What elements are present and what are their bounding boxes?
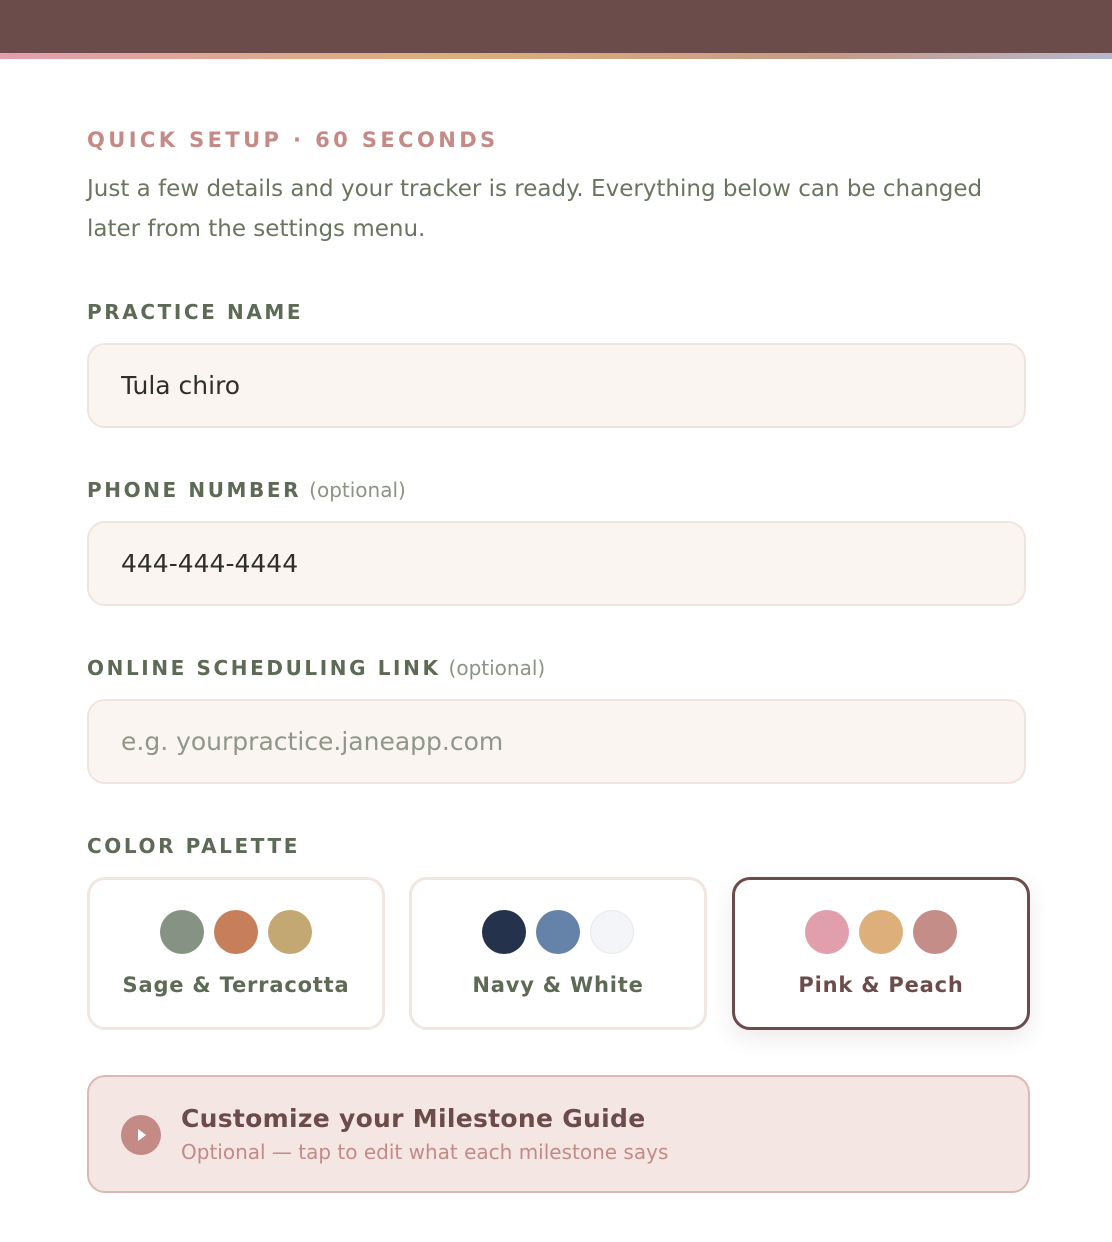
color-swatch bbox=[859, 910, 903, 954]
palette-swatches bbox=[412, 910, 704, 954]
palette-option-pink-peach[interactable] bbox=[732, 877, 1030, 1030]
practice-name-input[interactable] bbox=[87, 343, 1026, 428]
palette-options bbox=[87, 877, 1030, 1030]
phone-number-label bbox=[87, 478, 406, 502]
color-palette-label-text: COLOR PALETTE bbox=[87, 834, 300, 858]
color-palette-label bbox=[87, 834, 300, 858]
header-bar bbox=[0, 0, 1112, 53]
color-swatch bbox=[590, 910, 634, 954]
scheduling-link-input[interactable] bbox=[87, 699, 1026, 784]
color-swatch bbox=[482, 910, 526, 954]
phone-number-input[interactable] bbox=[87, 521, 1026, 606]
scheduling-link-label bbox=[87, 656, 545, 680]
milestone-guide-subtitle: Optional — tap to edit what each milestone says bbox=[181, 1140, 669, 1164]
palette-swatches bbox=[90, 910, 382, 954]
color-swatch bbox=[536, 910, 580, 954]
palette-option-sage-terracotta[interactable] bbox=[87, 877, 385, 1030]
palette-option-name: Pink & Peach bbox=[798, 973, 964, 997]
palette-option-name: Sage & Terracotta bbox=[122, 973, 350, 997]
phone-number-label-text: PHONE NUMBER bbox=[87, 478, 302, 502]
palette-option-navy-white[interactable] bbox=[409, 877, 707, 1030]
setup-intro-text: Just a few details and your tracker is ready. Everything below can be changed later from the settings menu. bbox=[87, 176, 983, 242]
color-swatch bbox=[805, 910, 849, 954]
color-swatch bbox=[160, 910, 204, 954]
customize-milestone-guide-button[interactable] bbox=[87, 1075, 1030, 1193]
color-swatch bbox=[913, 910, 957, 954]
practice-name-label-text: PRACTICE NAME bbox=[87, 300, 304, 324]
milestone-guide-title: Customize your Milestone Guide bbox=[181, 1104, 646, 1133]
scheduling-link-optional-note: (optional) bbox=[448, 656, 546, 680]
scheduling-link-label-text: ONLINE SCHEDULING LINK bbox=[87, 656, 441, 680]
setup-eyebrow: QUICK SETUP · 60 SECONDS bbox=[87, 128, 499, 152]
practice-name-label bbox=[87, 300, 303, 324]
color-swatch bbox=[214, 910, 258, 954]
palette-option-name: Navy & White bbox=[472, 973, 644, 997]
phone-number-optional-note: (optional) bbox=[309, 478, 406, 502]
accent-strip bbox=[0, 53, 1112, 59]
play-icon bbox=[121, 1115, 161, 1155]
palette-swatches bbox=[735, 910, 1027, 954]
color-swatch bbox=[268, 910, 312, 954]
